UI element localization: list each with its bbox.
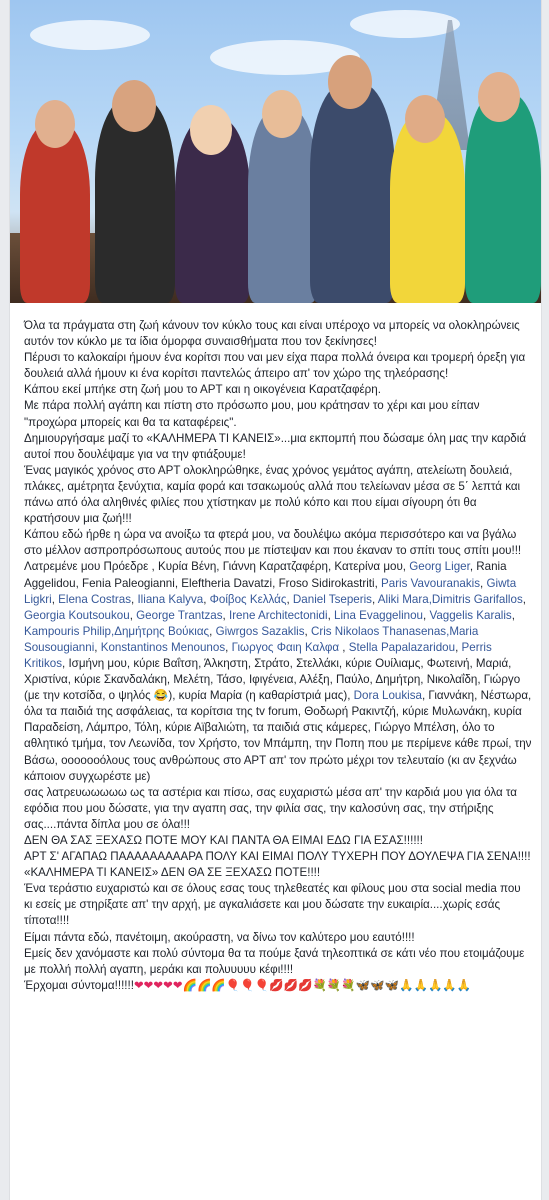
post-paragraph: ΑΡΤ Σ' ΑΓΑΠΑΩ ΠΑΑΑΑΑΑΑΑΑΡΑ ΠΟΛΥ ΚΑΙ ΕΙΜΑΙ ΠΟΛΥ ΤΥΧΕΡΗ ΠΟΥ ΔΟΥΛΕΨΑ ΓΙΑ ΣΕΝΑ!!!! bbox=[24, 850, 531, 864]
tagged-person-link[interactable]: Paris Vavouranakis bbox=[381, 576, 481, 590]
tagged-person-link[interactable]: Iliana Kalyva bbox=[137, 592, 204, 606]
person-head bbox=[328, 55, 372, 109]
tagged-person-link[interactable]: Lina Evaggelinou bbox=[334, 608, 423, 622]
post-paragraph: Είμαι πάντα εδώ, πανέτοιμη, ακούραστη, να δίνω τον καλύτερο μου εαυτό!!!! bbox=[24, 930, 415, 944]
person-head bbox=[478, 72, 520, 122]
tagged-person-link[interactable]: Kampouris Philip,Δημήτρης Βούκιας bbox=[24, 624, 210, 638]
thanks-paragraph bbox=[24, 559, 532, 784]
separator: , bbox=[203, 592, 210, 606]
tagged-person-link[interactable]: Aliki Mara,Dimitris Garifallos bbox=[377, 592, 523, 606]
thanks-text: , Rania Aggelidou, Fenia Paleogianni, Eleftheria Davatzi, Froso Sidirokastriti, bbox=[24, 560, 507, 590]
post-paragraph: Πέρυσι το καλοκαίρι ήμουν ένα κορίτσι που ναι μεν είχα παρα πολλά όνειρα και τρομερή όρεξη για δουλειά αλλά ήμουν κι ένα κορίτσι παντελώς άπειρο απ' τον χώρο της τηλεόρασης! bbox=[24, 351, 526, 381]
separator: , bbox=[222, 608, 229, 622]
thanks-text: Λατρεμένε μου Πρόεδρε , Κυρία Βένη, Γιάννη Καρατζαφέρη, Κατερίνα μου, bbox=[24, 560, 410, 574]
person-figure bbox=[310, 83, 395, 303]
tagged-person-link[interactable]: Φοίβος Κελλάς bbox=[209, 592, 287, 606]
cloud-shape bbox=[350, 10, 460, 38]
separator: , bbox=[339, 640, 349, 654]
tagged-person-link[interactable]: Georgia Koutsoukou bbox=[24, 608, 130, 622]
person-head bbox=[35, 100, 75, 148]
tagged-person-link[interactable]: Perris Kritikos bbox=[24, 640, 492, 670]
separator: , bbox=[455, 640, 462, 654]
person-head bbox=[190, 105, 232, 155]
separator: , bbox=[371, 592, 378, 606]
tagged-person-link[interactable]: George Trantzas bbox=[136, 608, 223, 622]
tagged-person-link[interactable]: Irene Architectonidi bbox=[228, 608, 328, 622]
tagged-person-link[interactable]: Konstantinos Menounos bbox=[100, 640, 226, 654]
tagged-person-link[interactable]: Giwta Ligkri bbox=[24, 576, 517, 606]
person-figure bbox=[20, 123, 90, 303]
post-paragraph: Όλα τα πράγματα στη ζωή κάνουν τον κύκλο τους και είναι υπέροχο να μπορείς να ολοκληρώνεις αυτόν τον κύκλο με τα ίδια όμορφα συναισθήματα που τον ξεκίνησες! bbox=[24, 319, 520, 349]
separator: , bbox=[327, 608, 335, 622]
separator: , bbox=[511, 608, 515, 622]
tagged-person-link[interactable]: Stella Papalazaridou bbox=[348, 640, 456, 654]
separator: , bbox=[209, 624, 216, 638]
tagged-person-link[interactable]: Γιωργος Φαιη Καλφα bbox=[231, 640, 340, 654]
post-paragraph: Εμείς δεν χανόμαστε και πολύ σύντομα θα τα πούμε ξανά τηλεοπτικά σε κάτι νέο που ετοιμάζουμε με πολλή πολλή αγαπη, μεράκι και πολυυυυυ κέφι!!!! bbox=[24, 946, 525, 976]
separator: , bbox=[51, 592, 59, 606]
thanks-text: , Ισμήνη μου, κύριε Βαΐτση, Άλκηστη, Στράτο, Στελλάκι, κύριε Ουίλιαμς, Φωτεινή, Μαριά, Χριστίνα, κύριε Σκανδαλάκη, Μελέτη, Τάσο, Ιφιγένεια, Αλέξη, Παύλο, Δημήτρη, Νικολαΐδη, Γιώργο (με την κοτσίδα, ο ψηλός 😂), κυρία Μαρία (η καθαρίστριά μας), bbox=[24, 656, 521, 703]
tagged-person-link[interactable]: Georg Liger bbox=[409, 560, 470, 574]
thanks-text: , Γιαννάκη, Νέστωρα, όλα τα παιδιά της ασφάλειας, τα κορίτσια της tv forum, Θοδωρή Ρακιντζή, κύριε Μυλωνάκη, κυρία Παραδείση, Λάμπρο, Τόλη, κύριε Αϊβαλιώτη, τα παιδιά στις κάμερες, Γιώργο Μπέλση, όλο το αθλητικό τμήμα, τον Λεωνίδα, τον Χρήστο, τον Μπάμπη, την Ποπη που με περίμενε κάθε πρωί, την Βάσω, οοοοοοόλους τους ανθρώπους στο ΑΡΤ απ' τον πρώτο μέχρι τον τελευταίο (κι αν ξεχνάω κάποιον συγχωρέστε με) bbox=[24, 689, 532, 783]
post-paragraph: Με πάρα πολλή αγάπη και πίστη στο πρόσωπο μου, μου κράτησαν το χέρι και μου είπαν "προχώρα μπορείς και θα τα καταφέρεις". bbox=[24, 399, 480, 429]
separator: , bbox=[480, 576, 487, 590]
separator: , bbox=[94, 640, 101, 654]
tagged-person-link[interactable]: Cris Nikolaos Thanasenas,Maria Sousougianni bbox=[24, 624, 479, 654]
final-paragraph bbox=[24, 978, 532, 994]
post-paragraph: Ένας μαγικός χρόνος στο ΑΡΤ ολοκληρώθηκε, ένας χρόνος γεμάτος αγάπη, ατελείωτη δουλειά, πλάκες, αμέτρητα ξενύχτια, καμία φορά και τσακωμούς αλλά που τελείωναν μέσα σε 5΄ λεπτά και πάνω από όλα αληθινές φιλίες που χτίστηκαν με πολύ κόπο και που είμαι σίγουρη ότι θα κρατήσουν μια ζωή!!! bbox=[24, 463, 521, 526]
tagged-person-link[interactable]: Elena Costras bbox=[58, 592, 131, 606]
separator: , bbox=[286, 592, 293, 606]
post-card bbox=[9, 0, 542, 1200]
post-paragraph: σας λατρευωωωωω ως τα αστέρια και πίσω, σας ευχαριστώ μέσα απ' την καρδιά μου για όλα τα εφόδια που μου δώσατε, για την αγαπη σας, την φιλία σας, την καλοσύνη σας, την στήριξης σας....πάντα δίπλα μου σε όλα!!! bbox=[24, 785, 517, 831]
person-figure bbox=[465, 93, 541, 303]
separator: , bbox=[225, 640, 232, 654]
final-text: Έρχομαι σύντομα!!!!!! bbox=[24, 978, 134, 992]
separator: , bbox=[423, 608, 430, 622]
separator: , bbox=[129, 608, 137, 622]
tagged-person-link[interactable]: Vaggelis Karalis bbox=[429, 608, 512, 622]
cloud-shape bbox=[30, 20, 150, 50]
tagged-person-link[interactable]: Daniel Tseperis bbox=[292, 592, 372, 606]
person-head bbox=[405, 95, 445, 143]
post-photo[interactable] bbox=[10, 0, 541, 303]
tagged-person-link[interactable]: Dora Loukisa bbox=[353, 689, 422, 703]
person-head bbox=[112, 80, 156, 132]
tagged-person-link[interactable]: Giwrgos Sazaklis bbox=[215, 624, 305, 638]
separator: , bbox=[522, 592, 526, 606]
post-paragraph: ΔΕΝ ΘΑ ΣΑΣ ΞΕΧΑΣΩ ΠΟΤΕ ΜΟΥ ΚΑΙ ΠΑΝΤΑ ΘΑ ΕΙΜΑΙ ΕΔΩ ΓΙΑ ΕΣΑΣ!!!!!! bbox=[24, 834, 423, 847]
post-text bbox=[24, 318, 532, 994]
separator: , bbox=[131, 592, 138, 606]
separator: , bbox=[304, 624, 311, 638]
post-paragraph: «ΚΑΛΗΜΕΡΑ ΤΙ ΚΑΝΕΙΣ» ΔΕΝ ΘΑ ΣΕ ΞΕΧΑΣΩ ΠΟΤΕ!!!! bbox=[24, 866, 321, 880]
post-paragraph: Κάπου εδώ ήρθε η ώρα να ανοίξω τα φτερά μου, να δουλέψω ακόμα περισσότερο και να βγάλω στο μέλλον ασπροπρόσωπους αυτούς που με πίστεψαν και που έκαναν το σπίτι τους σπίτι μου!!! bbox=[24, 528, 522, 558]
post-paragraph: Δημιουργήσαμε μαζί το «ΚΑΛΗΜΕΡΑ ΤΙ ΚΑΝΕΙΣ»...μια εκπομπή που δώσαμε όλη μας την καρδιά αυτοί που δουλέψαμε για να την φτιάξουμε! bbox=[24, 431, 527, 461]
emoji-string: ❤❤❤❤❤🌈🌈🌈🎈🎈🎈💋💋💋💐💐💐🦋🦋🦋🙏🙏🙏🙏🙏 bbox=[133, 978, 472, 992]
post-paragraph: Κάπου εκεί μπήκε στη ζωή μου το ΑΡΤ και η οικογένεια Καρατζαφέρη. bbox=[24, 383, 381, 397]
person-head bbox=[262, 90, 302, 138]
post-paragraph: Ένα τεράστιο ευχαριστώ και σε όλους εσας τους τηλεθεατές και φίλους μου στα social media που κι εσείς με στηρίξατε απ' την αρχή, με αγκαλιάσετε και μου δώσατε την ευκαιρία....χωρίς εσάς τίποτα!!!! bbox=[24, 882, 521, 928]
